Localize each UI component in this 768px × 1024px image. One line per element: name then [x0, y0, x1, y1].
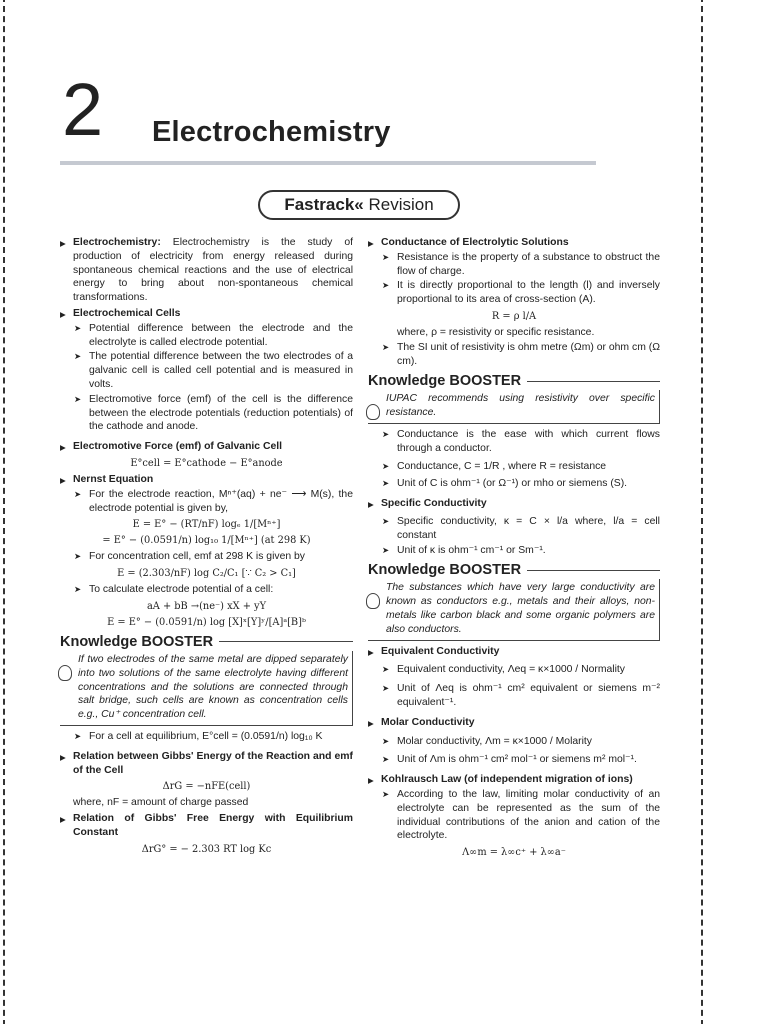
where-note: where, nF = amount of charge passed	[73, 797, 249, 809]
knowledge-booster-box	[368, 561, 660, 640]
sub-point: ➤ Electromotive force (emf) of the cell is the difference between the electrode potentials (reduction potentials) of the cathode and anode.	[60, 393, 353, 434]
banner-rest: Revision	[363, 195, 434, 214]
sub-point: ➤ Conductance is the ease with which current flows through a conductor.	[368, 428, 660, 456]
equation: E = (2.303/nF) log C₂/C₁ [∵ C₂ > C₁]	[117, 568, 296, 580]
knowledge-booster-text: The substances which have very large conductivity are known as conductors e.g., metals and their alloys, non-metals like carbon black and some organic polymers are also conductors.	[368, 579, 660, 640]
sub-point: ➤ The potential difference between the two electrodes of a galvanic cell is called cell potential and is measured in volts.	[60, 350, 353, 391]
bullet-label: Conductance of Electrolytic Solutions	[381, 237, 569, 248]
sub-point: ➤ Conductance, C = 1/R , where R = resistance	[368, 460, 660, 474]
bullet-equivalent-conductivity	[368, 645, 660, 659]
bullet-gibbs-emf	[60, 750, 353, 778]
equation: E°cell = E°cathode − E°anode	[130, 457, 283, 469]
equation: ΔrG° = − 2.303 RT log Kc	[141, 843, 272, 855]
left-column	[60, 234, 353, 859]
sub-point: ➤ According to the law, limiting molar conductivity of an electrolyte can be represented as the sum of the individual contributions of the anion and cation of the electrolyte.	[368, 788, 660, 843]
bullet-label: Electrochemistry:	[73, 237, 161, 248]
equation: Λ∞m = λ∞c⁺ + λ∞a⁻	[462, 847, 566, 859]
chapter-title: Electrochemistry	[152, 116, 391, 148]
bullet-label: Specific Conductivity	[381, 498, 487, 510]
bullet-label: Kohlrausch Law (of independent migration of ions)	[381, 774, 633, 786]
banner-bold: Fastrack«	[284, 195, 364, 214]
bulb-icon	[366, 404, 380, 420]
chapter-number: 2	[62, 68, 104, 151]
sub-point: ➤ Unit of Λm is ohm⁻¹ cm² mol⁻¹ or siemens m² mol⁻¹.	[368, 753, 660, 767]
bullet-label: Electrochemical Cells	[73, 307, 181, 319]
bullet-kohlrausch-law	[368, 773, 660, 787]
where-note: where, ρ = resistivity or specific resistance.	[397, 326, 595, 338]
bullet-molar-conductivity	[368, 716, 660, 730]
title-underline	[60, 161, 596, 165]
bullet-label: Nernst Equation	[73, 473, 154, 485]
knowledge-booster-title: Knowledge BOOSTER	[368, 372, 660, 390]
sub-point: ➤ For a cell at equilibrium, E°cell = (0.0591/n) log₁₀ K	[60, 730, 353, 744]
sub-point: ➤ It is directly proportional to the length (l) and inversely proportional to its area of cross-section (A).	[368, 279, 660, 307]
sub-point: ➤ The SI unit of resistivity is ohm metre (Ωm) or ohm cm (Ω cm).	[368, 341, 660, 369]
sub-point: ➤ Resistance is the property of a substance to obstruct the flow of charge.	[368, 251, 660, 279]
bullet-label: Relation of Gibbs' Free Energy with Equilibrium Constant	[73, 813, 353, 838]
bullet-electrochemical-cells	[60, 307, 353, 321]
equation: R = ρ l/A	[491, 310, 537, 322]
bullet-specific-conductivity	[368, 497, 660, 511]
knowledge-booster-title: Knowledge BOOSTER	[368, 561, 660, 579]
knowledge-booster-text: If two electrodes of the same metal are dipped separately into two solutions of the same electrolyte having different concentrations and the solutions are connected through salt bridge, such cells are known as concentration cells e.g., Cu⁺ concentration cell.	[60, 651, 353, 726]
sub-point: ➤ Molar conductivity, Λm = κ×1000 / Molarity	[368, 735, 660, 749]
bullet-gibbs-equilibrium	[60, 812, 353, 840]
bulb-icon	[58, 665, 72, 681]
bullet-label: Electromotive Force (emf) of Galvanic Cell	[73, 441, 283, 453]
sub-point: ➤ Equivalent conductivity, Λeq = κ×1000 / Normality	[368, 663, 660, 677]
sub-point: ➤ For the electrode reaction, Mⁿ⁺(aq) + ne⁻ ⟶ M(s), the electrode potential is given by,	[60, 488, 353, 516]
equation: = E° − (0.0591/n) log₁₀ 1/[Mⁿ⁺] (at 298 K)	[102, 535, 311, 547]
knowledge-booster-box	[368, 372, 660, 424]
equation: ΔrG = −nFE(cell)	[162, 781, 251, 793]
equation: aA + bB →(ne⁻) xX + yY	[146, 600, 267, 612]
equation: E = E° − (RT/nF) logₑ 1/[Mⁿ⁺]	[132, 519, 281, 531]
bullet-label: Molar Conductivity	[381, 716, 475, 728]
bullet-electrochemistry	[60, 236, 353, 305]
sub-point: ➤ Unit of κ is ohm⁻¹ cm⁻¹ or Sm⁻¹.	[368, 544, 660, 558]
equation: E = E° − (0.0591/n) log [X]ˣ[Y]ʸ/[A]ᵃ[B]ᵇ	[107, 616, 306, 628]
sub-point: ➤ Unit of Λeq is ohm⁻¹ cm² equivalent or siemens m⁻² equivalent⁻¹.	[368, 682, 660, 710]
knowledge-booster-title: Knowledge BOOSTER	[60, 633, 353, 651]
bullet-emf-galvanic	[60, 440, 353, 454]
sub-point: ➤ For concentration cell, emf at 298 K is given by	[60, 550, 353, 564]
sub-point: ➤ To calculate electrode potential of a cell:	[60, 583, 353, 597]
bullet-text: Electrochemistry is the study of production of electricity from energy released during spontaneous chemical reactions and the use of electrical energy to bring about non-spontaneous chemical transformations.	[73, 237, 353, 304]
bulb-icon	[366, 593, 380, 609]
sub-point: ➤ Unit of C is ohm⁻¹ (or Ω⁻¹) or mho or siemens (S).	[368, 477, 660, 491]
bullet-conductance	[368, 236, 660, 250]
bullet-label: Equivalent Conductivity	[381, 645, 500, 657]
sub-point: ➤ Potential difference between the electrode and the electrolyte is called electrode potential.	[60, 322, 353, 350]
fastrack-revision-banner	[258, 190, 460, 220]
right-column	[368, 234, 660, 862]
bullet-nernst	[60, 473, 353, 487]
knowledge-booster-text: IUPAC recommends using resistivity over specific resistance.	[368, 390, 660, 424]
bullet-label: Relation between Gibbs' Energy of the Reaction and emf of the Cell	[73, 750, 353, 776]
sub-point: ➤ Specific conductivity, κ = C × l/a where, l/a = cell constant	[368, 515, 660, 543]
knowledge-booster-box	[60, 633, 353, 726]
